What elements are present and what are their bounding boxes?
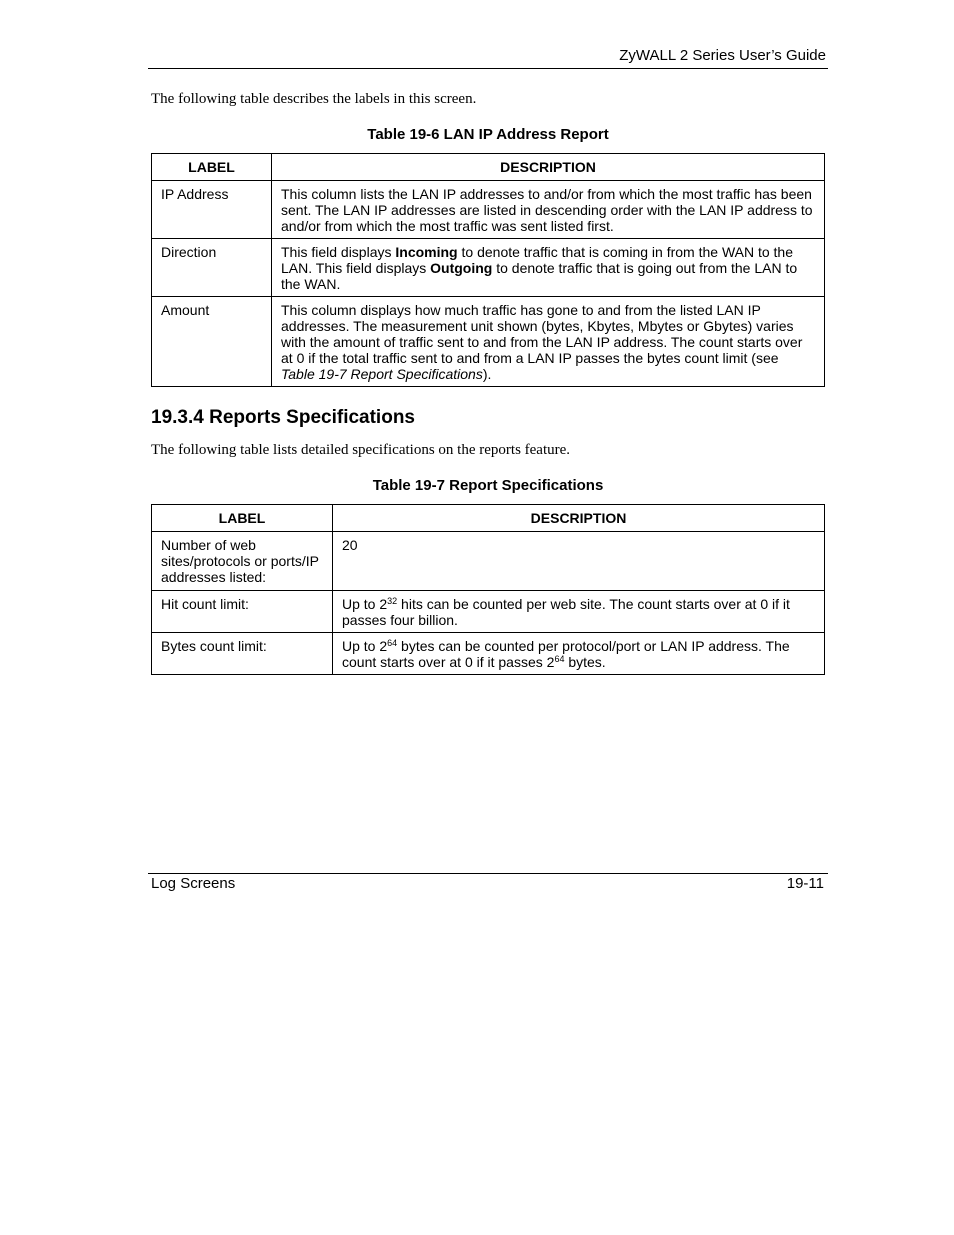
table-header-row [152,505,825,532]
term-incoming: Incoming [395,244,458,260]
table-row [152,591,825,633]
table2-caption: Table 19-7 Report Specifications [372,477,604,494]
row-description: 20 [333,532,825,591]
table-row [152,633,825,675]
row-description: This column displays how much traffic has gone to and from the listed LAN IP addresses. The measurement unit shown (bytes, Kbytes, Mbytes or Gbytes) varies with the amount of traffic sent to and from the LAN IP address. The count starts over at 0 if the total traffic sent to and from a LAN IP passes the bytes count limit (see Table 19-7 Report Specifications). [272,297,825,387]
row-description: This field displays Incoming to denote traffic that is coming in from the WAN to the LAN. This field displays Outgoing to denote traffic that is going out from the LAN to the WAN. [272,239,825,297]
header-title: ZyWALL 2 Series User’s Guide [619,47,826,64]
page-number: 19-11 [786,875,824,892]
row-label: IP Address [152,181,272,239]
lan-ip-report-table [151,153,825,387]
table-row [152,181,825,239]
row-label: Hit count limit: [152,591,333,633]
row-label: Direction [152,239,272,297]
footer-divider [148,873,828,874]
footer-chapter: Log Screens [151,875,236,892]
table-row [152,297,825,387]
section-heading: 19.3.4 Reports Specifications [151,407,415,428]
row-description: This column lists the LAN IP addresses to and/or from which the most traffic has been sent. The LAN IP addresses are listed in descending order with the LAN IP address to and/or from which the most traffic was sent listed first. [272,181,825,239]
row-description: Up to $2^{32}$ hits can be counted per web site. The count starts over at 0 if it passes four billion. [333,591,825,633]
table1-caption: Table 19-6 LAN IP Address Report [367,126,609,143]
table-row [152,532,825,591]
table-header-row [152,154,825,181]
row-description: Up to $2^{64}$ bytes can be counted per protocol/port or LAN IP address. The count starts over at 0 if it passes $2^{64}$ bytes. [333,633,825,675]
intro-text-2: The following table lists detailed specifications on the reports feature. [151,442,571,458]
column-header-description: DESCRIPTION [333,505,825,532]
column-header-label: LABEL [152,154,272,181]
report-specifications-table [151,504,825,675]
column-header-description: DESCRIPTION [272,154,825,181]
table-reference-link[interactable]: Table 19-7 Report Specifications [281,366,483,382]
term-outgoing: Outgoing [430,260,493,276]
header-divider [148,68,828,69]
row-label: Bytes count limit: [152,633,333,675]
table-row [152,239,825,297]
row-label: Number of web sites/protocols or ports/IP addresses listed: [152,532,333,591]
intro-text-1: The following table describes the labels in this screen. [151,91,477,107]
row-label: Amount [152,297,272,387]
column-header-label: LABEL [152,505,333,532]
